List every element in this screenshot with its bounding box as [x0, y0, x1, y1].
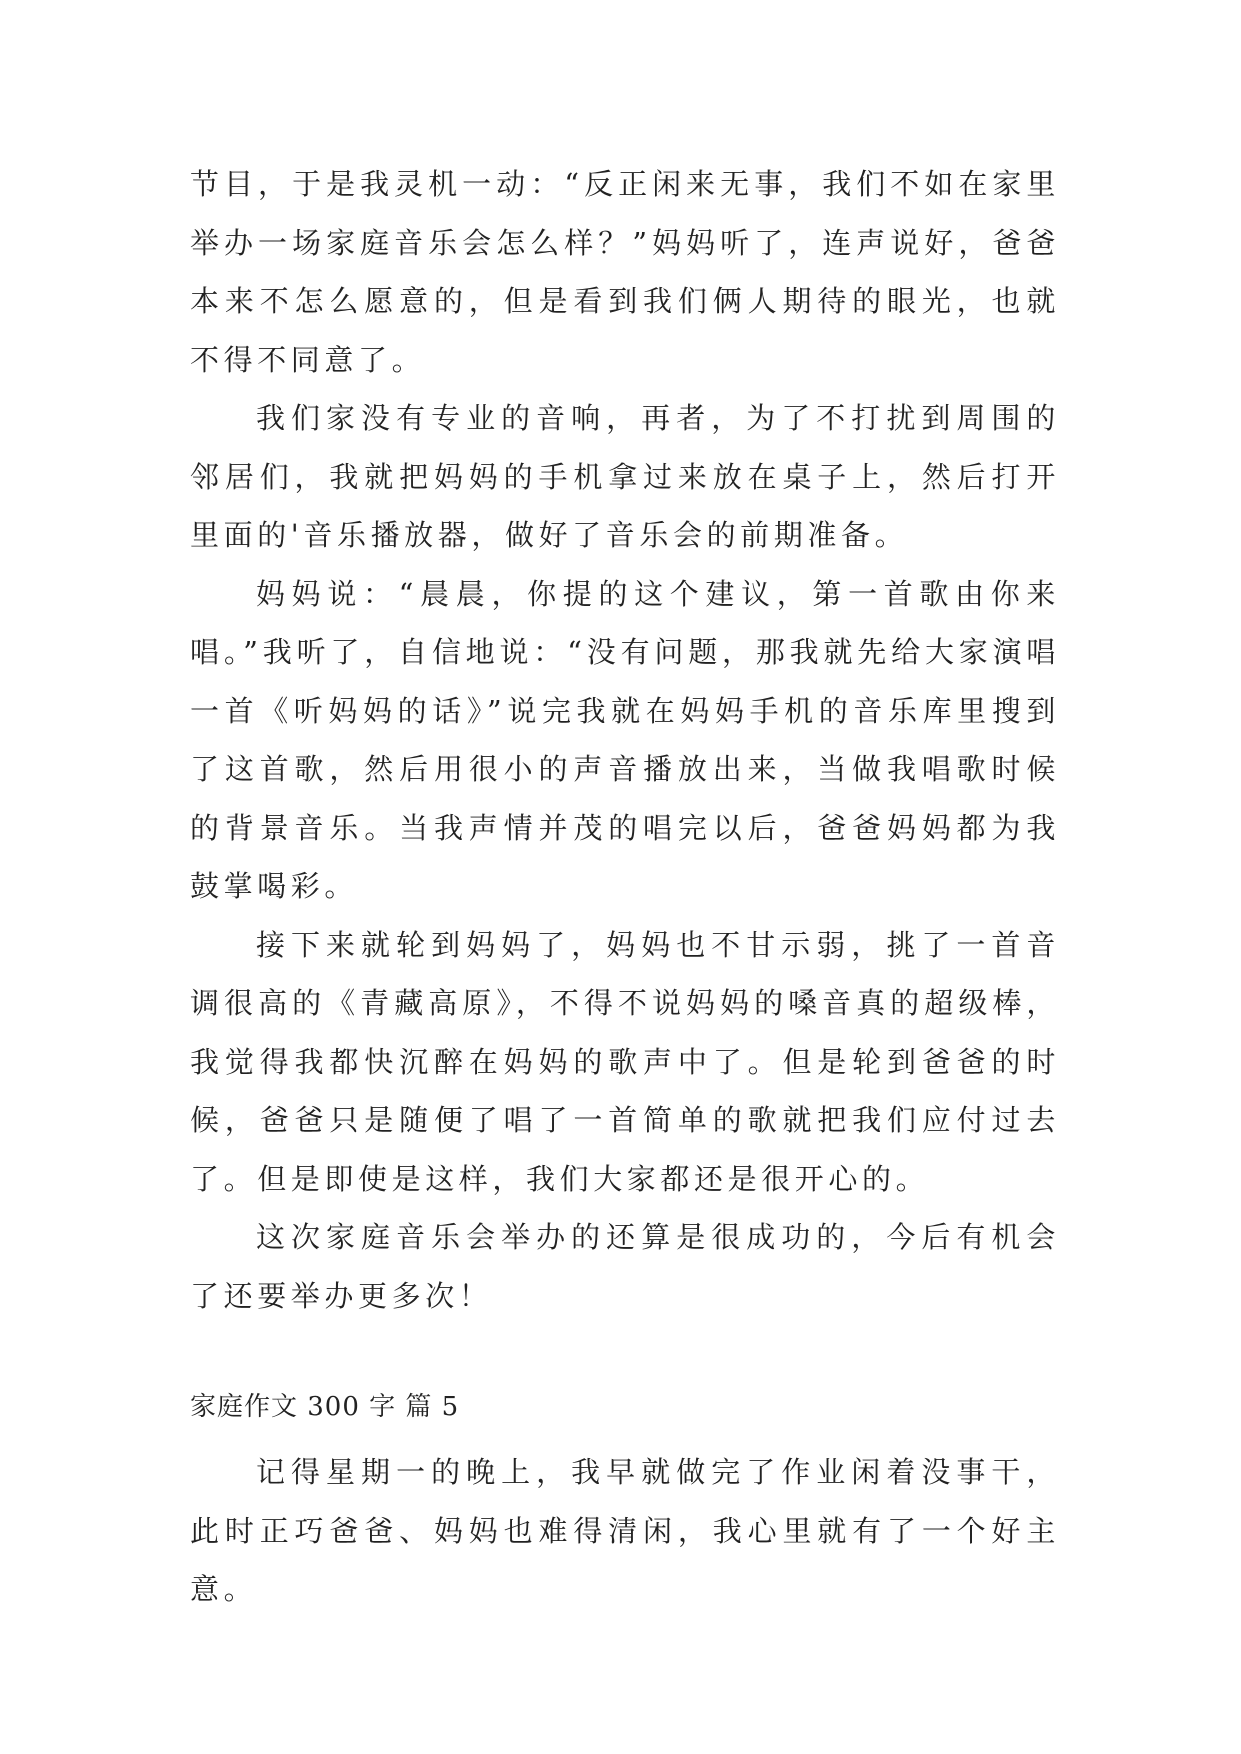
section-heading: 家庭作文 300 字 篇 5 [190, 1392, 460, 1422]
paragraph-3: 妈妈说：“晨晨，你提的这个建议，第一首歌由你来唱。”我听了，自信地说：“没有问题，那我就先给大家演唱一首《听妈妈的话》”说完我就在妈妈手机的音乐库里搜到了这首歌，然后用很小的声音播放出来，当做我唱歌时候的背景音乐。当我声情并茂的唱完以后，爸爸妈妈都为我鼓掌喝彩。 [190, 576, 1060, 903]
paragraph-5: 这次家庭音乐会举办的还算是很成功的，今后有机会了还要举办更多次！ [190, 1220, 1060, 1313]
document-page [190, 155, 1060, 1619]
heading-spacer [190, 1427, 1060, 1443]
paragraph-1: 节目，于是我灵机一动：“反正闲来无事，我们不如在家里举办一场家庭音乐会怎么样？”妈妈听了，连声说好，爸爸本来不怎么愿意的，但是看到我们俩人期待的眼光，也就不得不同意了。 [190, 167, 1060, 377]
section-spacer [190, 1325, 1060, 1387]
paragraph-4: 接下来就轮到妈妈了，妈妈也不甘示弱，挑了一首音调很高的《青藏高原》，不得不说妈妈的嗓音真的超级棒，我觉得我都快沉醉在妈妈的歌声中了。但是轮到爸爸的时候，爸爸只是随便了唱了一首简单的歌就把我们应付过去了。但是即使是这样，我们大家都还是很开心的。 [190, 927, 1060, 1196]
paragraph-2: 我们家没有专业的音响，再者，为了不打扰到周围的邻居们，我就把妈妈的手机拿过来放在桌子上，然后打开里面的'音乐播放器，做好了音乐会的前期准备。 [190, 401, 1060, 552]
paragraph-6: 记得星期一的晚上，我早就做完了作业闲着没事干，此时正巧爸爸、妈妈也难得清闲，我心里就有了一个好主意。 [190, 1455, 1060, 1606]
